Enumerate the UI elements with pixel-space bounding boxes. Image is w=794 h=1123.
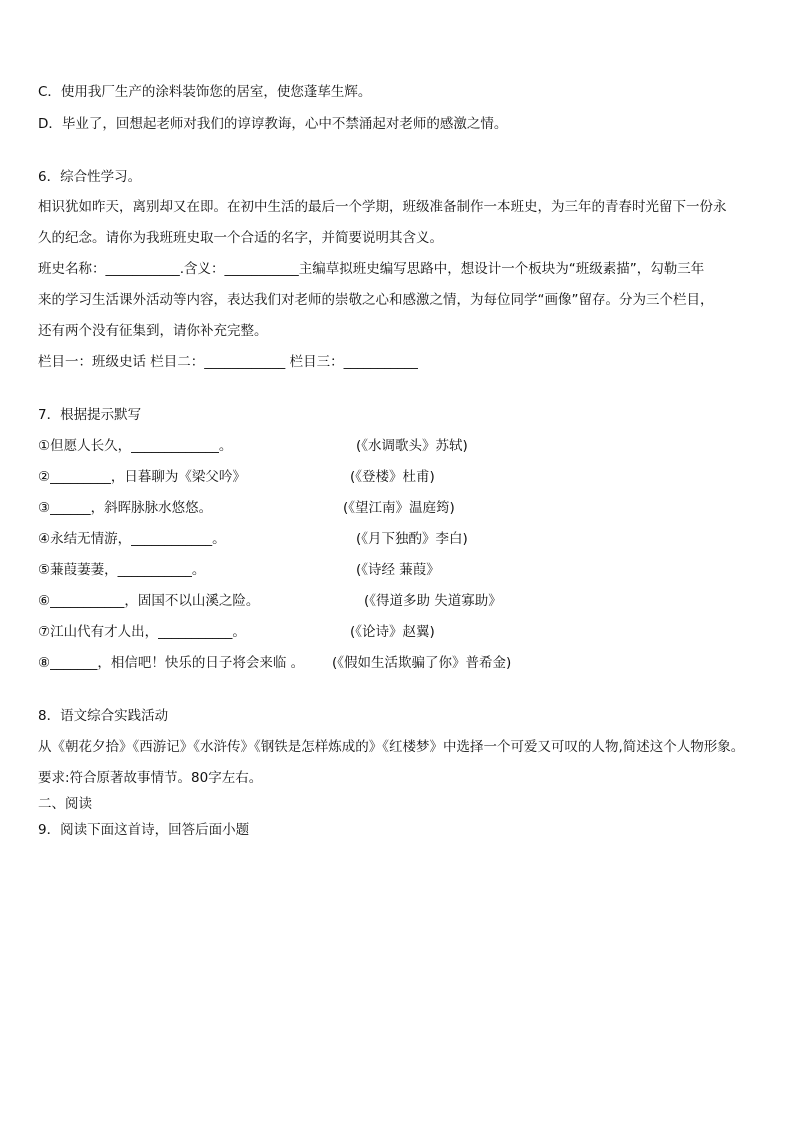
q5-option-c: C．使用我厂生产的涂料装饰您的居室，使您蓬荜生辉。 bbox=[38, 84, 372, 100]
q8-title: 8．语文综合实践活动 bbox=[38, 708, 169, 724]
q8-body: 从《朝花夕拾》《西游记》《水浒传》《钢铁是怎样炼成的》《红楼梦》中选择一个可爱又可叹的人物,简述这个人物形象。 bbox=[38, 739, 745, 755]
q7-source-3: (《望江南》温庭筠) bbox=[343, 500, 455, 516]
q7-item-4: ④永结无情游，____________。 bbox=[38, 531, 226, 547]
q7-source-1: (《水调歌头》苏轼) bbox=[356, 438, 468, 454]
q8-requirement: 要求:符合原著故事情节。80字左右。 bbox=[38, 770, 263, 786]
q7-item-3: ③______，斜晖脉脉水悠悠。 bbox=[38, 500, 213, 516]
q7-source-6: (《得道多助 失道寡助》 bbox=[364, 593, 502, 609]
q7-item-1: ①但愿人长久，_____________。 bbox=[38, 438, 233, 454]
q6-intro-line-2: 久的纪念。请你为我班班史取一个合适的名字，并简要说明其含义。 bbox=[38, 230, 443, 246]
q6-fill-line-1: 班史名称：___________.含义：___________主编草拟班史编写思路中，想设计一个板块为“班级素描”，勾勒三年 bbox=[38, 261, 705, 277]
q7-source-7: (《论诗》赵翼) bbox=[350, 624, 435, 640]
q7-item-7: ⑦江山代有才人出，___________。 bbox=[38, 624, 246, 640]
q6-fill-line-2: 来的学习生活课外活动等内容，表达我们对老师的崇敬之心和感激之情，为每位同学“画像”留存。分为三个栏目， bbox=[38, 292, 714, 308]
section-2-title: 二、阅读 bbox=[38, 796, 92, 812]
q6-intro-line-1: 相识犹如昨天，离别却又在即。在初中生活的最后一个学期，班级准备制作一本班史，为三年的青春时光留下一份永 bbox=[38, 199, 727, 215]
q6-columns: 栏目一：班级史话 栏目二：____________ 栏目三：___________ bbox=[38, 354, 418, 370]
q7-item-6: ⑥___________，固国不以山溪之险。 bbox=[38, 593, 260, 609]
q9-title: 9．阅读下面这首诗，回答后面小题 bbox=[38, 822, 250, 838]
q7-source-8: (《假如生活欺骗了你》普希金) bbox=[332, 655, 512, 671]
q7-item-5: ⑤蒹葭萋萋，___________。 bbox=[38, 562, 206, 578]
q7-source-2: (《登楼》杜甫) bbox=[350, 469, 435, 485]
q5-option-d: D．毕业了，回想起老师对我们的谆谆教诲，心中不禁涌起对老师的感激之情。 bbox=[38, 116, 508, 132]
q7-source-4: (《月下独酌》李白) bbox=[356, 531, 468, 547]
q7-title: 7．根据提示默写 bbox=[38, 407, 142, 423]
q6-fill-line-3: 还有两个没有征集到，请你补充完整。 bbox=[38, 323, 268, 339]
q7-item-2: ②_________，日暮聊为《梁父吟》 bbox=[38, 469, 246, 485]
q7-source-5: (《诗经 蒹葭》 bbox=[356, 562, 440, 578]
q7-item-8: ⑧_______，相信吧！快乐的日子将会来临 。 bbox=[38, 655, 305, 671]
q6-title: 6．综合性学习。 bbox=[38, 169, 142, 185]
